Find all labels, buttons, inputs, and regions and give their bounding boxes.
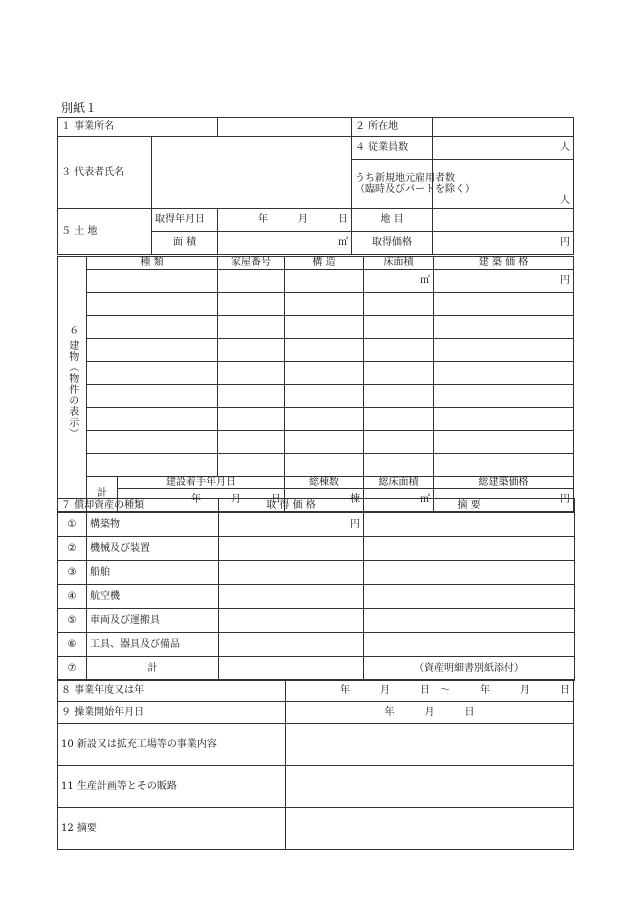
house-number-cell[interactable]	[218, 453, 285, 476]
local-hire-note: （臨時及びパートを除く）	[355, 184, 475, 195]
location-field[interactable]	[433, 118, 574, 137]
asset-note-field[interactable]	[364, 561, 575, 585]
building-type-cell[interactable]	[87, 453, 218, 476]
building-type-cell[interactable]	[87, 407, 218, 430]
asset-row	[58, 585, 575, 609]
asset-number: ⑥	[58, 633, 87, 657]
asset-price-field[interactable]	[219, 561, 364, 585]
asset-note-field[interactable]	[364, 609, 575, 633]
asset-row	[58, 609, 575, 633]
building-type-header: 種 類	[87, 257, 218, 270]
house-number-header: 家屋番号	[218, 257, 285, 270]
area-label: 面 積	[152, 232, 218, 255]
row-representative	[58, 137, 574, 160]
employees-label: ４ 従業員数	[352, 137, 433, 160]
local-hire-title: うち新規地元雇用者数	[355, 172, 455, 184]
asset-price-field[interactable]	[219, 609, 364, 633]
assets-type-header: ７ 償却資産の種類	[58, 499, 219, 513]
construction-price-cell[interactable]	[434, 269, 574, 292]
asset-attachment-note: （資産明細書別紙添付）	[364, 657, 575, 681]
location-label: ２ 所在地	[352, 118, 433, 137]
building-row	[58, 292, 574, 315]
building-row	[58, 407, 574, 430]
construction-price-cell[interactable]	[434, 361, 574, 384]
structure-cell[interactable]	[285, 269, 364, 292]
asset-number: ③	[58, 561, 87, 585]
construction-price-cell[interactable]	[434, 430, 574, 453]
floor-area-cell[interactable]	[364, 361, 434, 384]
construction-price-cell[interactable]	[434, 292, 574, 315]
asset-number: ①	[58, 513, 87, 537]
acquisition-date-field[interactable]: 年 月 日	[218, 209, 352, 232]
operation-start-label: ９ 操業開始年月日	[58, 702, 286, 724]
house-number-cell[interactable]	[218, 292, 285, 315]
building-type-cell[interactable]	[87, 338, 218, 361]
construction-price-cell[interactable]	[434, 453, 574, 476]
asset-row	[58, 561, 575, 585]
house-number-cell[interactable]	[218, 361, 285, 384]
asset-total-price-field[interactable]	[219, 657, 364, 681]
asset-row	[58, 633, 575, 657]
building-type-cell[interactable]	[87, 361, 218, 384]
start-date-header: 建設着手年月日	[118, 476, 285, 489]
asset-number: ④	[58, 585, 87, 609]
fiscal-year-field[interactable]: 年 月 日 ～ 年 月 日	[286, 680, 574, 702]
building-type-cell[interactable]	[87, 430, 218, 453]
asset-number: ⑤	[58, 609, 87, 633]
area-field[interactable]	[218, 232, 352, 255]
asset-note-field[interactable]	[364, 633, 575, 657]
floor-area-cell[interactable]	[364, 384, 434, 407]
floor-area-header: 床面積	[364, 257, 434, 270]
building-row	[58, 315, 574, 338]
construction-price-cell[interactable]	[434, 315, 574, 338]
building-row	[58, 453, 574, 476]
acquisition-price-unit: 円	[560, 237, 570, 249]
building-row	[58, 430, 574, 453]
asset-type: 航空機	[87, 585, 219, 609]
production-plan-label: 11 生産計画等とその販路	[58, 766, 286, 808]
operation-start-field[interactable]: 年 月 日	[286, 702, 574, 724]
asset-note-field[interactable]	[364, 585, 575, 609]
row-office	[58, 118, 574, 137]
assets-price-header: 取 得 価 格	[219, 499, 364, 513]
floor-area-cell[interactable]	[364, 407, 434, 430]
depreciable-assets-table	[57, 498, 575, 681]
building-type-cell[interactable]	[87, 315, 218, 338]
assets-note-header: 摘 要	[364, 499, 575, 513]
acquisition-date-label: 取得年月日	[152, 209, 218, 232]
total-count-unit: 棟	[350, 494, 360, 506]
floor-area-cell[interactable]	[364, 338, 434, 361]
building-total-label: 計	[87, 476, 118, 512]
total-construction-price-unit: 円	[560, 494, 570, 506]
floor-area-cell[interactable]	[364, 269, 434, 292]
building-type-cell[interactable]	[87, 384, 218, 407]
floor-area-cell[interactable]	[364, 430, 434, 453]
start-date-field[interactable]: 年 月 日	[118, 489, 285, 512]
office-name-field[interactable]	[218, 118, 352, 137]
form-table-bottom	[57, 679, 574, 850]
house-number-cell[interactable]	[218, 315, 285, 338]
asset-price-unit: 円	[350, 518, 360, 530]
floor-area-unit: ㎡	[420, 274, 430, 286]
land-category-label: 地 目	[352, 209, 433, 232]
total-count-header: 総棟数	[285, 476, 364, 489]
production-plan-field[interactable]	[286, 766, 574, 808]
row-remarks	[58, 808, 574, 850]
building-row	[58, 338, 574, 361]
area-unit: ㎡	[338, 237, 348, 249]
total-construction-price-header: 総建築価格	[434, 476, 574, 489]
building-total-header-row	[58, 476, 574, 489]
representative-field[interactable]	[152, 137, 352, 209]
building-row	[58, 384, 574, 407]
asset-type: 工具、器具及び備品	[87, 633, 219, 657]
remarks-field[interactable]	[286, 808, 574, 850]
total-floor-area-unit: ㎡	[420, 494, 430, 506]
asset-number: ⑦	[58, 657, 87, 681]
fiscal-year-label: ８ 事業年度又は年	[58, 680, 286, 702]
construction-price-cell[interactable]	[434, 338, 574, 361]
building-row	[58, 361, 574, 384]
asset-note-field[interactable]	[364, 513, 575, 537]
land-label: ５ 土 地	[58, 209, 152, 255]
asset-note-field[interactable]	[364, 537, 575, 561]
asset-row	[58, 513, 575, 537]
assets-header-row	[58, 499, 575, 513]
employees-unit: 人	[560, 142, 570, 154]
floor-area-cell[interactable]	[364, 453, 434, 476]
row-fiscal-year	[58, 680, 574, 702]
form-title: 別紙１	[61, 101, 98, 115]
asset-price-field[interactable]	[219, 585, 364, 609]
structure-cell[interactable]	[285, 453, 364, 476]
asset-type: 車両及び運搬具	[87, 609, 219, 633]
structure-cell[interactable]	[285, 292, 364, 315]
acquisition-price-field[interactable]	[433, 232, 574, 255]
asset-price-field[interactable]	[219, 513, 364, 537]
structure-cell[interactable]	[285, 384, 364, 407]
construction-price-unit: 円	[560, 274, 570, 286]
asset-price-field[interactable]	[219, 537, 364, 561]
row-business-content	[58, 724, 574, 766]
office-name-label: １ 事業所名	[58, 118, 218, 137]
building-header-row	[58, 257, 574, 270]
business-content-field[interactable]	[286, 724, 574, 766]
structure-cell[interactable]	[285, 315, 364, 338]
asset-row	[58, 537, 575, 561]
remarks-label: 12 摘要	[58, 808, 286, 850]
row-production-plan	[58, 766, 574, 808]
structure-cell[interactable]	[285, 407, 364, 430]
asset-price-field[interactable]	[219, 633, 364, 657]
asset-total-label: 計	[87, 657, 219, 681]
structure-cell[interactable]	[285, 338, 364, 361]
local-hire-label	[352, 160, 475, 209]
asset-type: 船舶	[87, 561, 219, 585]
floor-area-cell[interactable]	[364, 315, 434, 338]
total-floor-area-header: 総床面積	[364, 476, 434, 489]
construction-price-header: 建 築 価 格	[434, 257, 574, 270]
building-table	[57, 256, 574, 512]
asset-number: ②	[58, 537, 87, 561]
house-number-cell[interactable]	[218, 269, 285, 292]
employees-field[interactable]	[433, 137, 574, 160]
building-type-cell[interactable]	[87, 269, 218, 292]
house-number-cell[interactable]	[218, 430, 285, 453]
representative-label: ３ 代表者氏名	[58, 137, 152, 209]
floor-area-cell[interactable]	[364, 292, 434, 315]
asset-total-row	[58, 657, 575, 681]
construction-price-cell[interactable]	[434, 407, 574, 430]
building-row	[58, 269, 574, 292]
structure-header: 構 造	[285, 257, 364, 270]
building-type-cell[interactable]	[87, 292, 218, 315]
form-table-top	[57, 117, 574, 255]
structure-cell[interactable]	[285, 430, 364, 453]
business-content-label: 10 新設又は拡充工場等の事業内容	[58, 724, 286, 766]
building-section-label: ６ 建物（物件の表示）	[58, 257, 87, 512]
structure-cell[interactable]	[285, 361, 364, 384]
house-number-cell[interactable]	[218, 384, 285, 407]
acquisition-price-label: 取得価格	[352, 232, 433, 255]
asset-type: 構築物	[87, 513, 219, 537]
row-land	[58, 209, 574, 232]
row-operation-start	[58, 702, 574, 724]
house-number-cell[interactable]	[218, 338, 285, 361]
land-category-field[interactable]	[433, 209, 574, 232]
house-number-cell[interactable]	[218, 407, 285, 430]
local-hire-unit: 人	[560, 194, 570, 206]
asset-type: 機械及び装置	[87, 537, 219, 561]
construction-price-cell[interactable]	[434, 384, 574, 407]
